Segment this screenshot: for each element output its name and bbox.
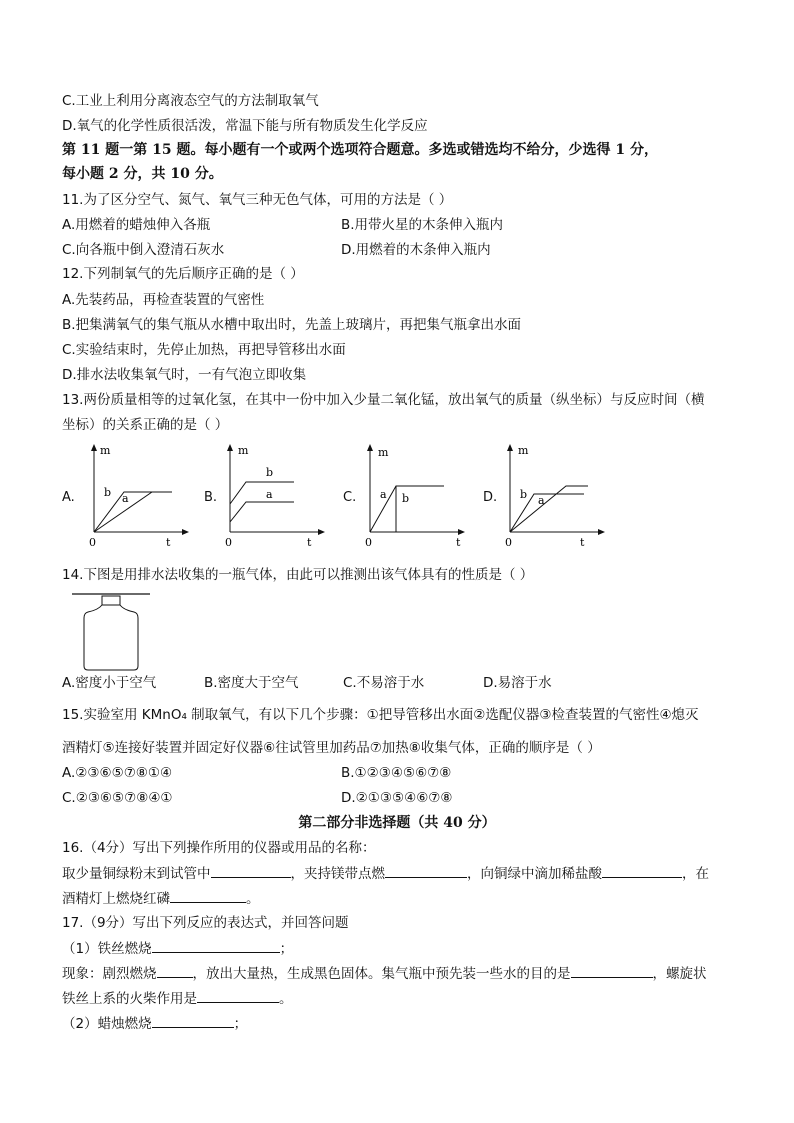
q16-text-5: 酒精灯上燃烧红磷	[62, 891, 170, 907]
q14-option-b: B.密度大于空气	[204, 675, 299, 691]
q15-option-b: B.①②③④⑤⑥⑦⑧	[341, 765, 452, 781]
q15-option-c: C.②③⑥⑤⑦⑧④①	[62, 790, 173, 806]
q12-stem: 12.下列制氧气的先后顺序正确的是（ ）	[62, 266, 304, 282]
series-b-label: b	[266, 466, 274, 479]
x-axis-label: t	[456, 536, 461, 549]
q12-option-c: C.实验结束时，先停止加热，再把导管移出水面	[62, 342, 346, 358]
q17-item1-end: ；	[279, 941, 294, 957]
part2-title: 第二部分非选择题（共 40 分）	[298, 815, 496, 831]
q16-line1	[62, 864, 709, 883]
q17-phenomenon	[62, 964, 707, 983]
q14-option-a: A.密度小于空气	[62, 675, 157, 691]
origin-label: 0	[89, 536, 96, 549]
series-a-label: a	[380, 488, 387, 501]
q11-stem: 11.为了区分空气、氮气、氧气三种无色气体，可用的方法是（ ）	[62, 192, 453, 208]
graph-c-label: C.	[343, 490, 357, 505]
graph-b	[216, 440, 326, 550]
graph-d-label: D.	[483, 490, 498, 505]
q17-match-text-2: 。	[279, 991, 293, 1007]
q11-option-a: A.用燃着的蜡烛伸入各瓶	[62, 217, 211, 233]
q16-text-2: ，夹持镁带点燃	[290, 866, 385, 882]
q12-option-a: A.先装药品，再检查装置的气密性	[62, 292, 265, 308]
q16-text-1: 取少量铜绿粉末到试管中	[62, 866, 211, 882]
q17-item2-end: ；	[233, 1016, 248, 1032]
q11-option-d: D.用燃着的木条伸入瓶内	[341, 242, 491, 258]
graph-c	[356, 440, 466, 550]
answer-blank[interactable]	[170, 889, 246, 903]
q15-stem-line1: 15.实验室用 KMnO₄ 制取氧气，有以下几个步骤：①把导管移出水面②选配仪器③检查装置的气密性④熄灭	[62, 707, 699, 723]
graph-d	[496, 440, 606, 550]
q11-option-c: C.向各瓶中倒入澄清石灰水	[62, 242, 225, 258]
y-axis-label: m	[238, 444, 249, 457]
graph-b-label: B.	[204, 490, 218, 505]
q15-option-a: A.②③⑥⑤⑦⑧①④	[62, 765, 173, 781]
series-b-label: b	[402, 492, 410, 505]
q10-option-d: D.氧气的化学性质很活泼，常温下能与所有物质发生化学反应	[62, 118, 428, 134]
q14-option-c: C.不易溶于水	[343, 675, 425, 691]
section-instruction-line2: 每小题 2 分，共 10 分。	[62, 166, 223, 182]
answer-blank[interactable]	[571, 964, 653, 978]
q17-item2	[62, 1014, 247, 1033]
series-b-label: b	[104, 486, 112, 499]
answer-blank[interactable]	[152, 1014, 234, 1028]
q10-option-c: C.工业上利用分离液态空气的方法制取氧气	[62, 93, 319, 109]
q17-phen-text-2: ，放出大量热，生成黑色固体。集气瓶中预先装一些水的目的是	[192, 966, 571, 982]
series-b-label: b	[520, 488, 528, 501]
q12-option-d: D.排水法收集氧气时，一有气泡立即收集	[62, 367, 307, 383]
y-axis-label: m	[100, 444, 111, 457]
q17-item1-label: （1）铁丝燃烧	[62, 941, 152, 957]
q17-item2-label: （2）蜡烛燃烧	[62, 1016, 152, 1032]
answer-blank[interactable]	[197, 989, 279, 1003]
answer-blank[interactable]	[157, 964, 193, 978]
y-axis-label: m	[518, 444, 529, 457]
q17-item1	[62, 939, 293, 958]
q16-text-4: ，在	[682, 866, 709, 882]
q15-stem-line2: 酒精灯⑤连接好装置并固定好仪器⑥往试管里加药品⑦加热⑧收集气体，正确的顺序是（ ）	[62, 740, 601, 756]
series-a-label: a	[266, 488, 273, 501]
answer-blank[interactable]	[602, 864, 682, 878]
series-a-label: a	[538, 494, 545, 507]
origin-label: 0	[225, 536, 232, 549]
graph-a-label: A.	[62, 490, 75, 505]
answer-blank[interactable]	[385, 864, 467, 878]
section-instruction-line1: 第 11 题一第 15 题。每小题有一个或两个选项符合题意。多选或错选均不给分，少选得 1 分，	[62, 142, 658, 158]
q11-option-b: B.用带火星的木条伸入瓶内	[341, 217, 504, 233]
q16-stem: 16.（4分）写出下列操作所用的仪器或用品的名称：	[62, 840, 376, 856]
q14-option-d: D.易溶于水	[483, 675, 552, 691]
x-axis-label: t	[166, 536, 171, 549]
q14-stem: 14.下图是用排水法收集的一瓶气体，由此可以推测出该气体具有的性质是（ ）	[62, 567, 534, 583]
q17-phen-text-3: ，螺旋状	[652, 966, 707, 982]
y-axis-label: m	[378, 446, 389, 459]
answer-blank[interactable]	[152, 939, 280, 953]
q17-match	[62, 989, 293, 1008]
origin-label: 0	[365, 536, 372, 549]
x-axis-label: t	[307, 536, 312, 549]
q16-text-3: ，向铜绿中滴加稀盐酸	[467, 866, 602, 882]
q17-match-text-1: 铁丝上系的火柴作用是	[62, 991, 197, 1007]
origin-label: 0	[505, 536, 512, 549]
q17-phen-text-1: 现象：剧烈燃烧	[62, 966, 157, 982]
q13-stem-line1: 13.两份质量相等的过氧化氢，在其中一份中加入少量二氧化锰，放出氧气的质量（纵坐标）与反应时间（横	[62, 392, 705, 408]
x-axis-label: t	[580, 536, 585, 549]
graph-a	[80, 440, 190, 550]
gas-bottle-figure	[72, 592, 154, 678]
q16-line2	[62, 889, 260, 908]
series-a-label: a	[122, 492, 129, 505]
q12-option-b: B.把集满氧气的集气瓶从水槽中取出时，先盖上玻璃片，再把集气瓶拿出水面	[62, 317, 522, 333]
q17-stem: 17.（9分）写出下列反应的表达式，并回答问题	[62, 915, 349, 931]
q15-option-d: D.②①③⑤④⑥⑦⑧	[341, 790, 453, 806]
q16-text-6: 。	[246, 891, 260, 907]
q13-stem-line2: 坐标）的关系正确的是（ ）	[62, 417, 229, 433]
answer-blank[interactable]	[211, 864, 291, 878]
